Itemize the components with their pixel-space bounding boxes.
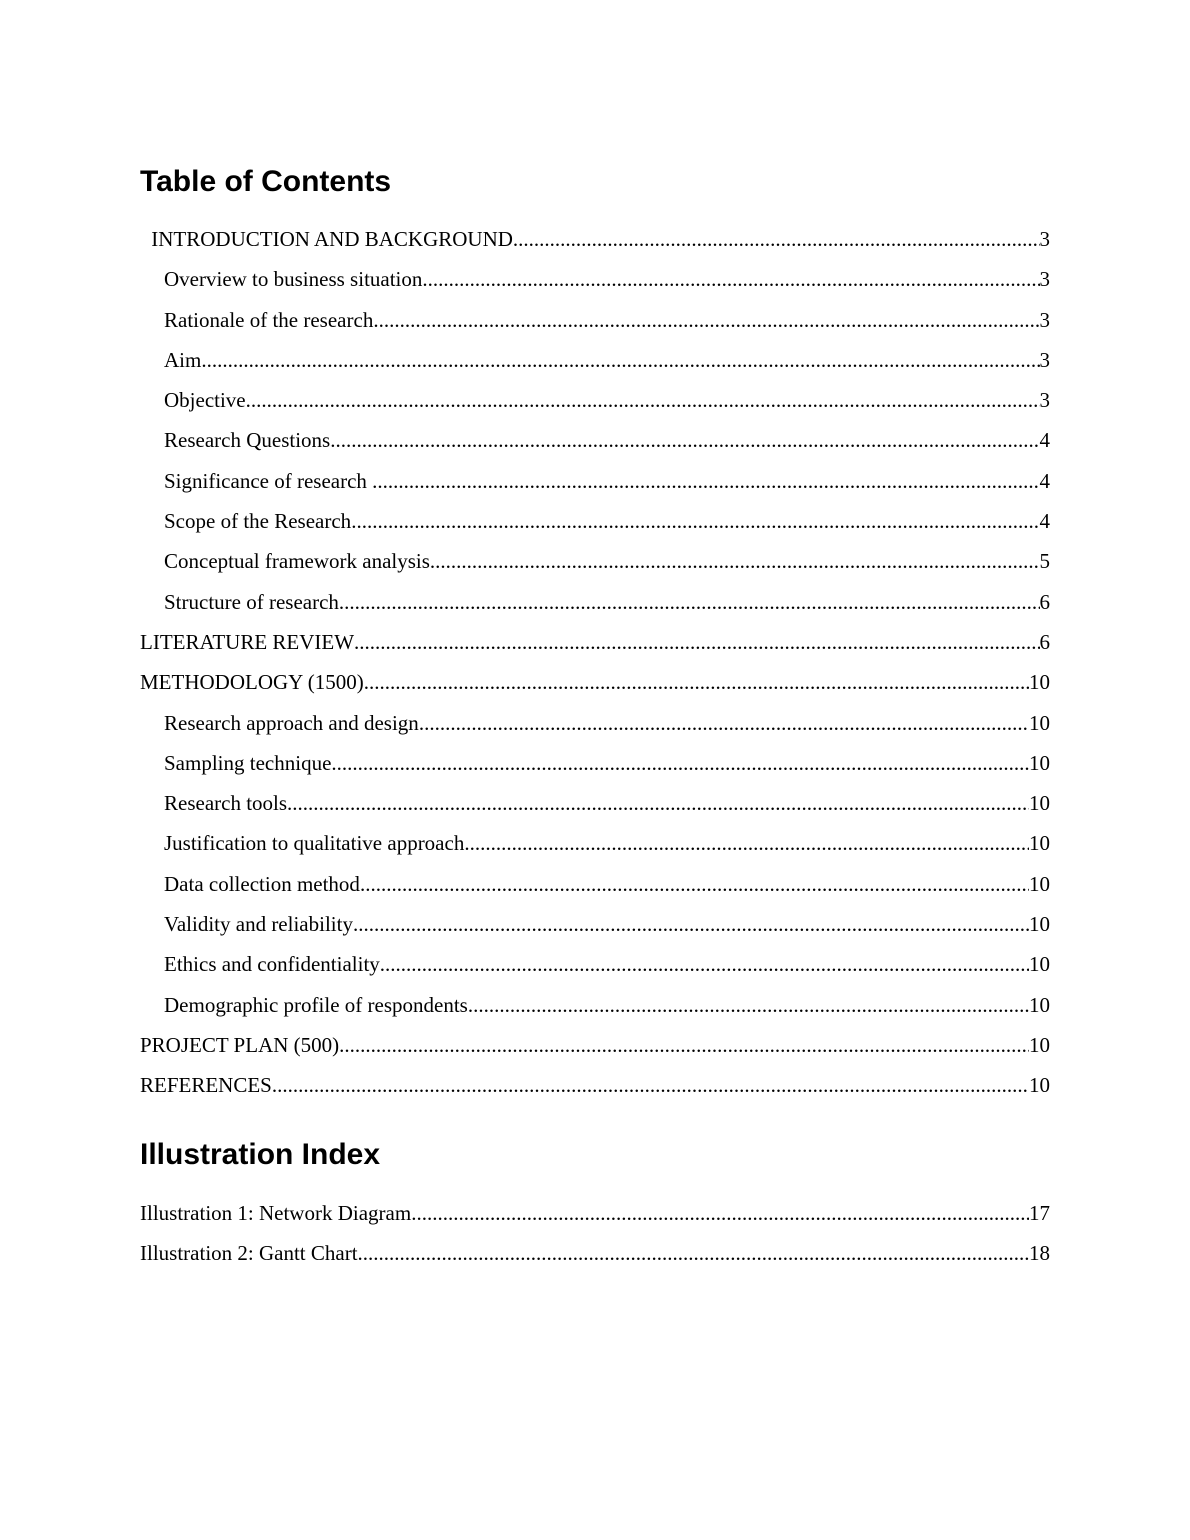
toc-entry-page: 10	[1029, 1073, 1050, 1098]
toc-entry-label: Overview to business situation	[164, 267, 423, 292]
toc-entry-demographic-profile-of-respondents[interactable]	[140, 993, 1050, 1033]
illustration-entry-gantt-chart[interactable]	[140, 1241, 1050, 1281]
toc-entry-page: 10	[1029, 670, 1050, 695]
toc-entry-label: Conceptual framework analysis	[164, 549, 430, 574]
toc-entry-objective[interactable]	[140, 388, 1050, 428]
dot-leader	[330, 428, 1039, 453]
toc-entry-label: Demographic profile of respondents	[164, 992, 468, 1017]
toc-entry-references[interactable]	[140, 1073, 1050, 1113]
toc-entry-label: LITERATURE REVIEW	[140, 629, 355, 654]
toc-entry-label: Structure of research	[164, 589, 339, 614]
toc-entry-ethics-and-confidentiality[interactable]	[140, 952, 1050, 992]
illustration-entry-label: Illustration 2: Gantt Chart	[140, 1241, 358, 1266]
dot-leader	[272, 1073, 1029, 1098]
illustration-entry-page: 18	[1029, 1241, 1050, 1266]
dot-leader	[358, 1241, 1029, 1266]
toc-entry-label: PROJECT PLAN (500)	[140, 1032, 340, 1057]
toc-entry-label: Validity and reliability	[164, 912, 353, 937]
toc-entry-label: Data collection method	[164, 871, 360, 896]
toc-entry-page: 10	[1029, 1032, 1050, 1057]
toc-entry-overview-to-business-situation[interactable]	[140, 267, 1050, 307]
toc-entry-sampling-technique[interactable]	[140, 751, 1050, 791]
illustration-entry-page: 17	[1029, 1201, 1050, 1225]
illustration-index-list	[140, 1201, 1050, 1282]
dot-leader	[201, 348, 1039, 373]
toc-entry-page: 3	[1039, 307, 1050, 332]
dot-leader	[351, 509, 1039, 534]
toc-entry-page: 5	[1039, 549, 1050, 574]
toc-entry-label: Aim	[164, 347, 202, 372]
toc-entry-label: Ethics and confidentiality	[164, 952, 380, 977]
toc-entry-label: Research Questions	[164, 428, 331, 453]
toc-entry-page: 10	[1029, 912, 1050, 937]
toc-entry-page: 10	[1029, 831, 1050, 856]
toc-entry-page: 10	[1029, 992, 1050, 1017]
toc-entry-data-collection-method[interactable]	[140, 872, 1050, 912]
toc-entry-page: 4	[1039, 428, 1050, 453]
dot-leader	[468, 993, 1029, 1018]
dot-leader	[353, 912, 1029, 937]
dot-leader	[372, 469, 1039, 494]
dot-leader	[354, 630, 1039, 655]
dot-leader	[364, 670, 1029, 695]
dot-leader	[246, 388, 1040, 413]
toc-entry-conceptual-framework-analysis[interactable]	[140, 549, 1050, 589]
toc-entry-label: Research tools	[164, 791, 288, 816]
toc-entry-page: 3	[1039, 347, 1050, 372]
dot-leader	[373, 308, 1039, 333]
dot-leader	[464, 831, 1029, 856]
toc-entry-page: 3	[1039, 267, 1050, 292]
dot-leader	[331, 751, 1029, 776]
toc-entry-label: REFERENCES	[140, 1073, 272, 1098]
dot-leader	[419, 711, 1029, 736]
dot-leader	[360, 872, 1029, 897]
toc-entry-literature-review[interactable]	[140, 630, 1050, 670]
dot-leader	[287, 791, 1029, 816]
toc-title: Table of Contents	[140, 165, 392, 198]
toc-entry-rationale-of-the-research[interactable]	[140, 308, 1050, 348]
toc-list	[140, 227, 1050, 1114]
toc-entry-page: 4	[1039, 509, 1050, 534]
toc-entry-label: Research approach and design	[164, 710, 419, 735]
dot-leader	[339, 1033, 1029, 1058]
toc-entry-research-questions[interactable]	[140, 428, 1050, 468]
toc-entry-label: Justification to qualitative approach	[164, 831, 465, 856]
toc-entry-structure-of-research[interactable]	[140, 590, 1050, 630]
toc-entry-label: Sampling technique	[164, 750, 332, 775]
toc-entry-page: 3	[1039, 227, 1050, 251]
toc-entry-page: 10	[1029, 871, 1050, 896]
toc-entry-label: INTRODUCTION AND BACKGROUND	[146, 227, 513, 251]
toc-entry-research-tools[interactable]	[140, 791, 1050, 831]
illustration-entry-network-diagram[interactable]	[140, 1201, 1050, 1241]
dot-leader	[411, 1201, 1029, 1226]
illustration-index-title: Illustration Index	[140, 1138, 381, 1171]
toc-entry-page: 10	[1029, 750, 1050, 775]
toc-entry-label: Objective	[164, 388, 246, 413]
dot-leader	[380, 952, 1029, 977]
toc-entry-project-plan[interactable]	[140, 1033, 1050, 1073]
toc-entry-significance-of-research[interactable]	[140, 469, 1050, 509]
toc-entry-page: 6	[1039, 589, 1050, 614]
toc-entry-methodology[interactable]	[140, 670, 1050, 710]
toc-entry-page: 10	[1029, 710, 1050, 735]
toc-entry-validity-and-reliability[interactable]	[140, 912, 1050, 952]
toc-entry-page: 10	[1029, 952, 1050, 977]
toc-entry-research-approach-and-design[interactable]	[140, 711, 1050, 751]
dot-leader	[422, 267, 1039, 292]
toc-entry-page: 10	[1029, 791, 1050, 816]
toc-entry-label: Rationale of the research	[164, 307, 374, 332]
toc-entry-label: Scope of the Research	[164, 509, 352, 534]
toc-entry-page: 3	[1039, 388, 1050, 413]
toc-entry-page: 4	[1039, 468, 1050, 493]
dot-leader	[513, 227, 1040, 252]
toc-entry-scope-of-the-research[interactable]	[140, 509, 1050, 549]
toc-entry-justification-to-qualitative-approach[interactable]	[140, 831, 1050, 871]
dot-leader	[430, 549, 1040, 574]
illustration-entry-label: Illustration 1: Network Diagram	[140, 1201, 412, 1225]
toc-entry-aim[interactable]	[140, 348, 1050, 388]
toc-entry-introduction-and-background[interactable]	[140, 227, 1050, 267]
toc-entry-label: METHODOLOGY (1500)	[140, 670, 364, 695]
dot-leader	[339, 590, 1040, 615]
toc-entry-label: Significance of research	[164, 468, 373, 493]
toc-entry-page: 6	[1039, 629, 1050, 654]
